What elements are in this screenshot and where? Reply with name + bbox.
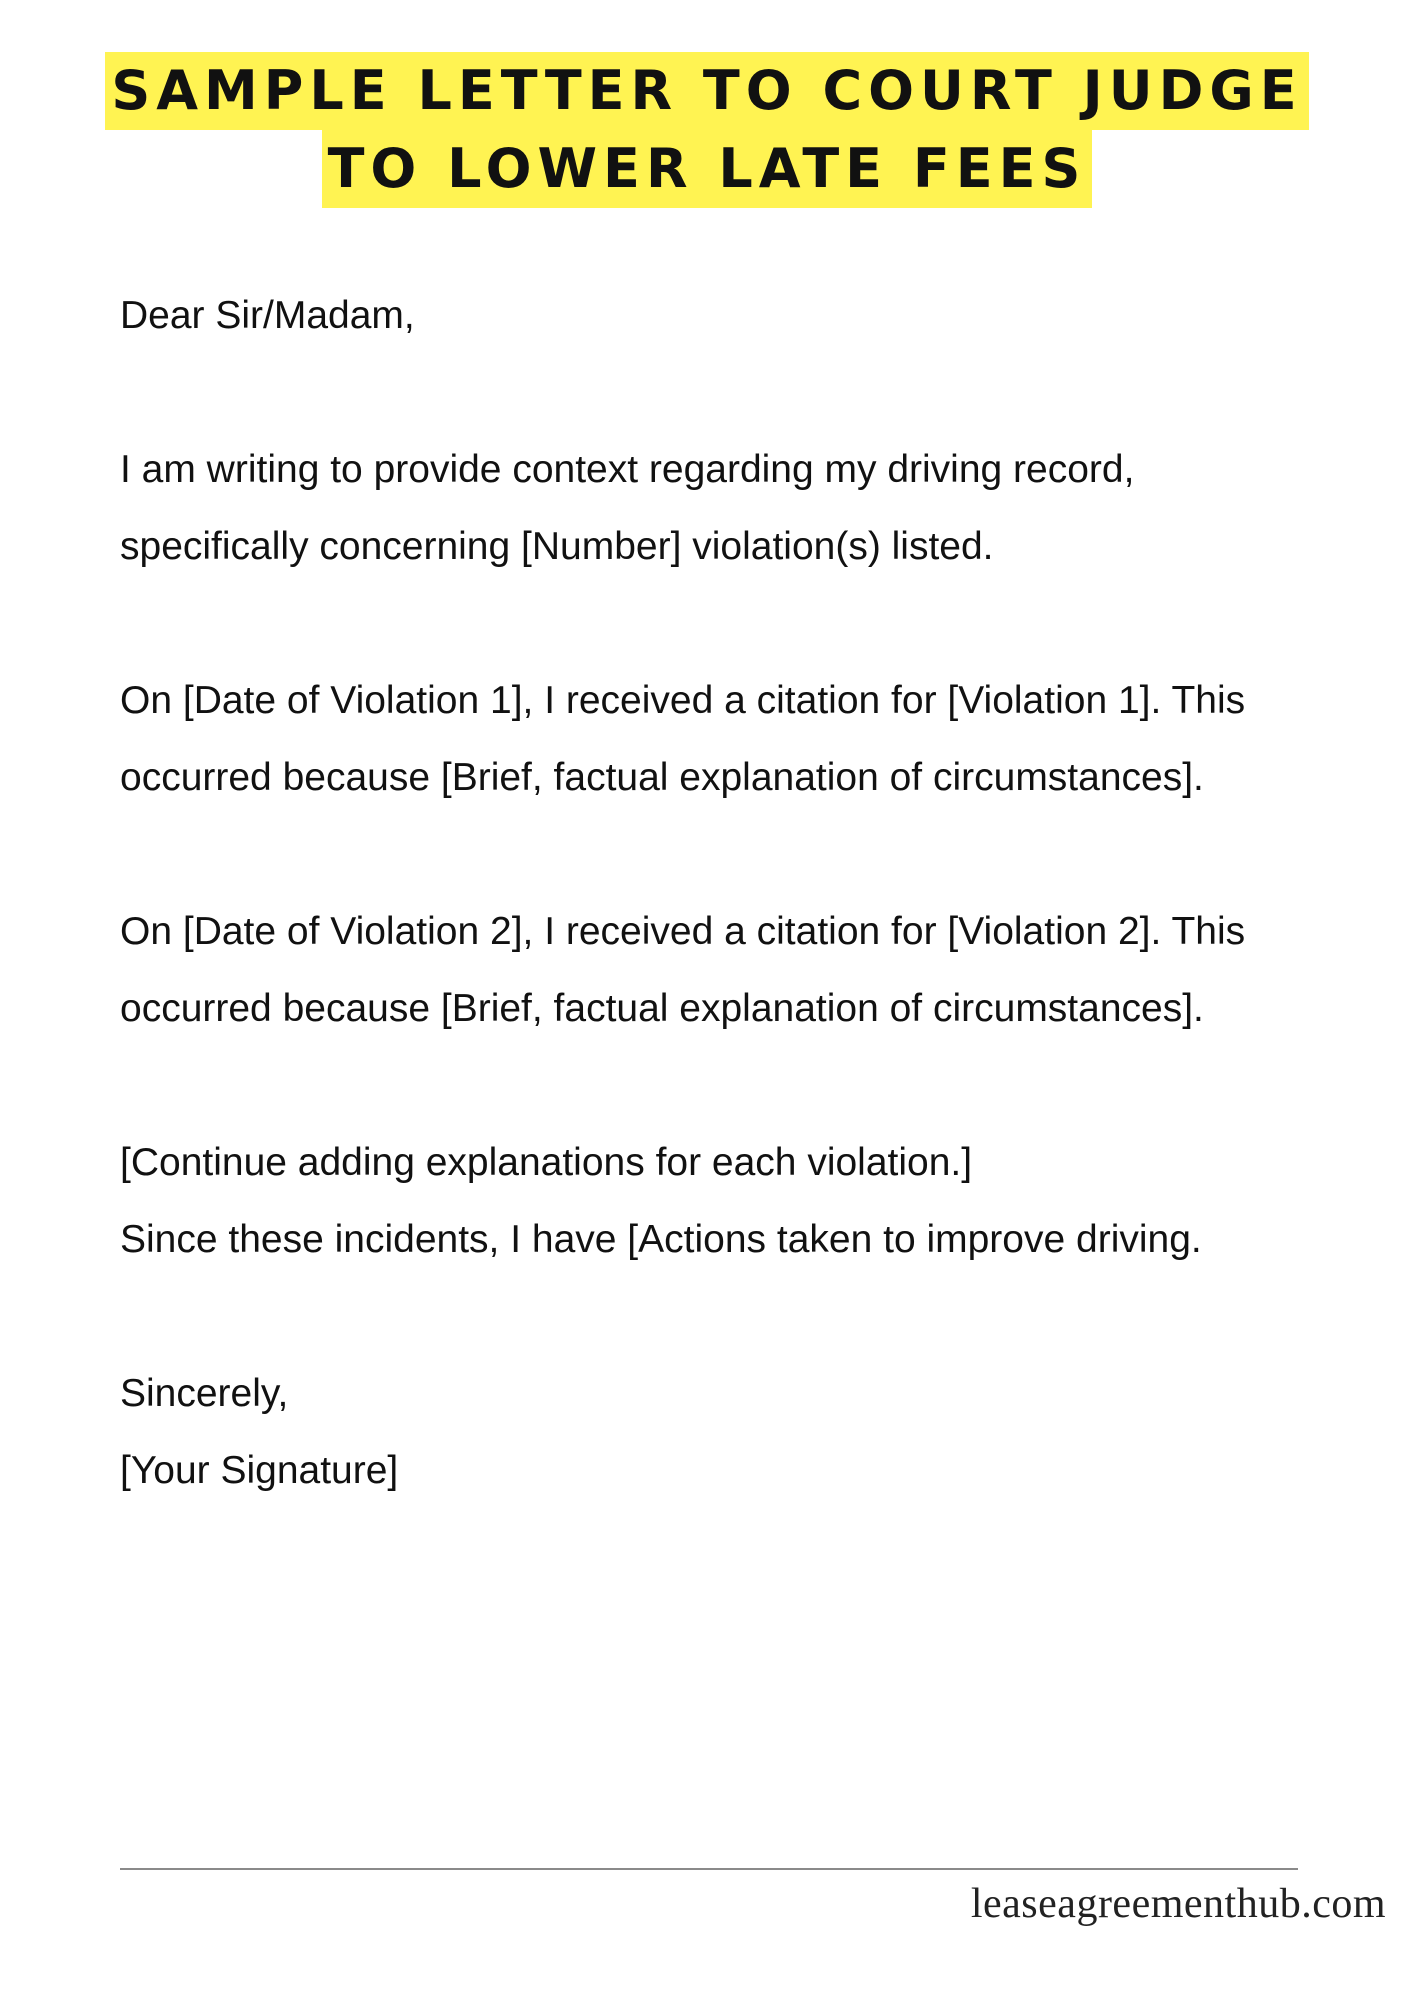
paragraph-violation-2: On [Date of Violation 2], I received a citation for [Violation 2]. This occurred because [Brief, factual explanation of circumstances].	[120, 910, 1246, 1030]
footer-website: leaseagreementhub.com	[970, 1881, 1386, 1927]
paragraph-violation-1: On [Date of Violation 1], I received a citation for [Violation 1]. This occurred because [Brief, factual explanation of circumstances].	[120, 679, 1246, 799]
salutation: Dear Sir/Madam,	[120, 294, 415, 337]
paragraph-intro: I am writing to provide context regarding my driving record, specifically concerning [Number] violation(s) listed.	[120, 448, 1135, 568]
title-line-2: TO LOWER LATE FEES	[322, 130, 1093, 208]
paragraph-actions: Since these incidents, I have [Actions taken to improve driving.	[120, 1218, 1202, 1261]
title-line-1: SAMPLE LETTER TO COURT JUDGE	[105, 52, 1308, 130]
paragraph-spacer	[120, 1278, 1320, 1355]
signature: [Your Signature]	[120, 1449, 399, 1492]
closing: Sincerely,	[120, 1372, 289, 1415]
paragraph-spacer	[120, 816, 1320, 893]
page-title	[0, 52, 1414, 208]
paragraph-spacer	[120, 354, 1320, 431]
paragraph-continue: [Continue adding explanations for each violation.]	[120, 1141, 973, 1184]
paragraph-spacer	[120, 585, 1320, 662]
paragraph-spacer	[120, 1047, 1320, 1124]
letter-body	[120, 277, 1320, 1509]
footer-divider	[120, 1868, 1298, 1870]
